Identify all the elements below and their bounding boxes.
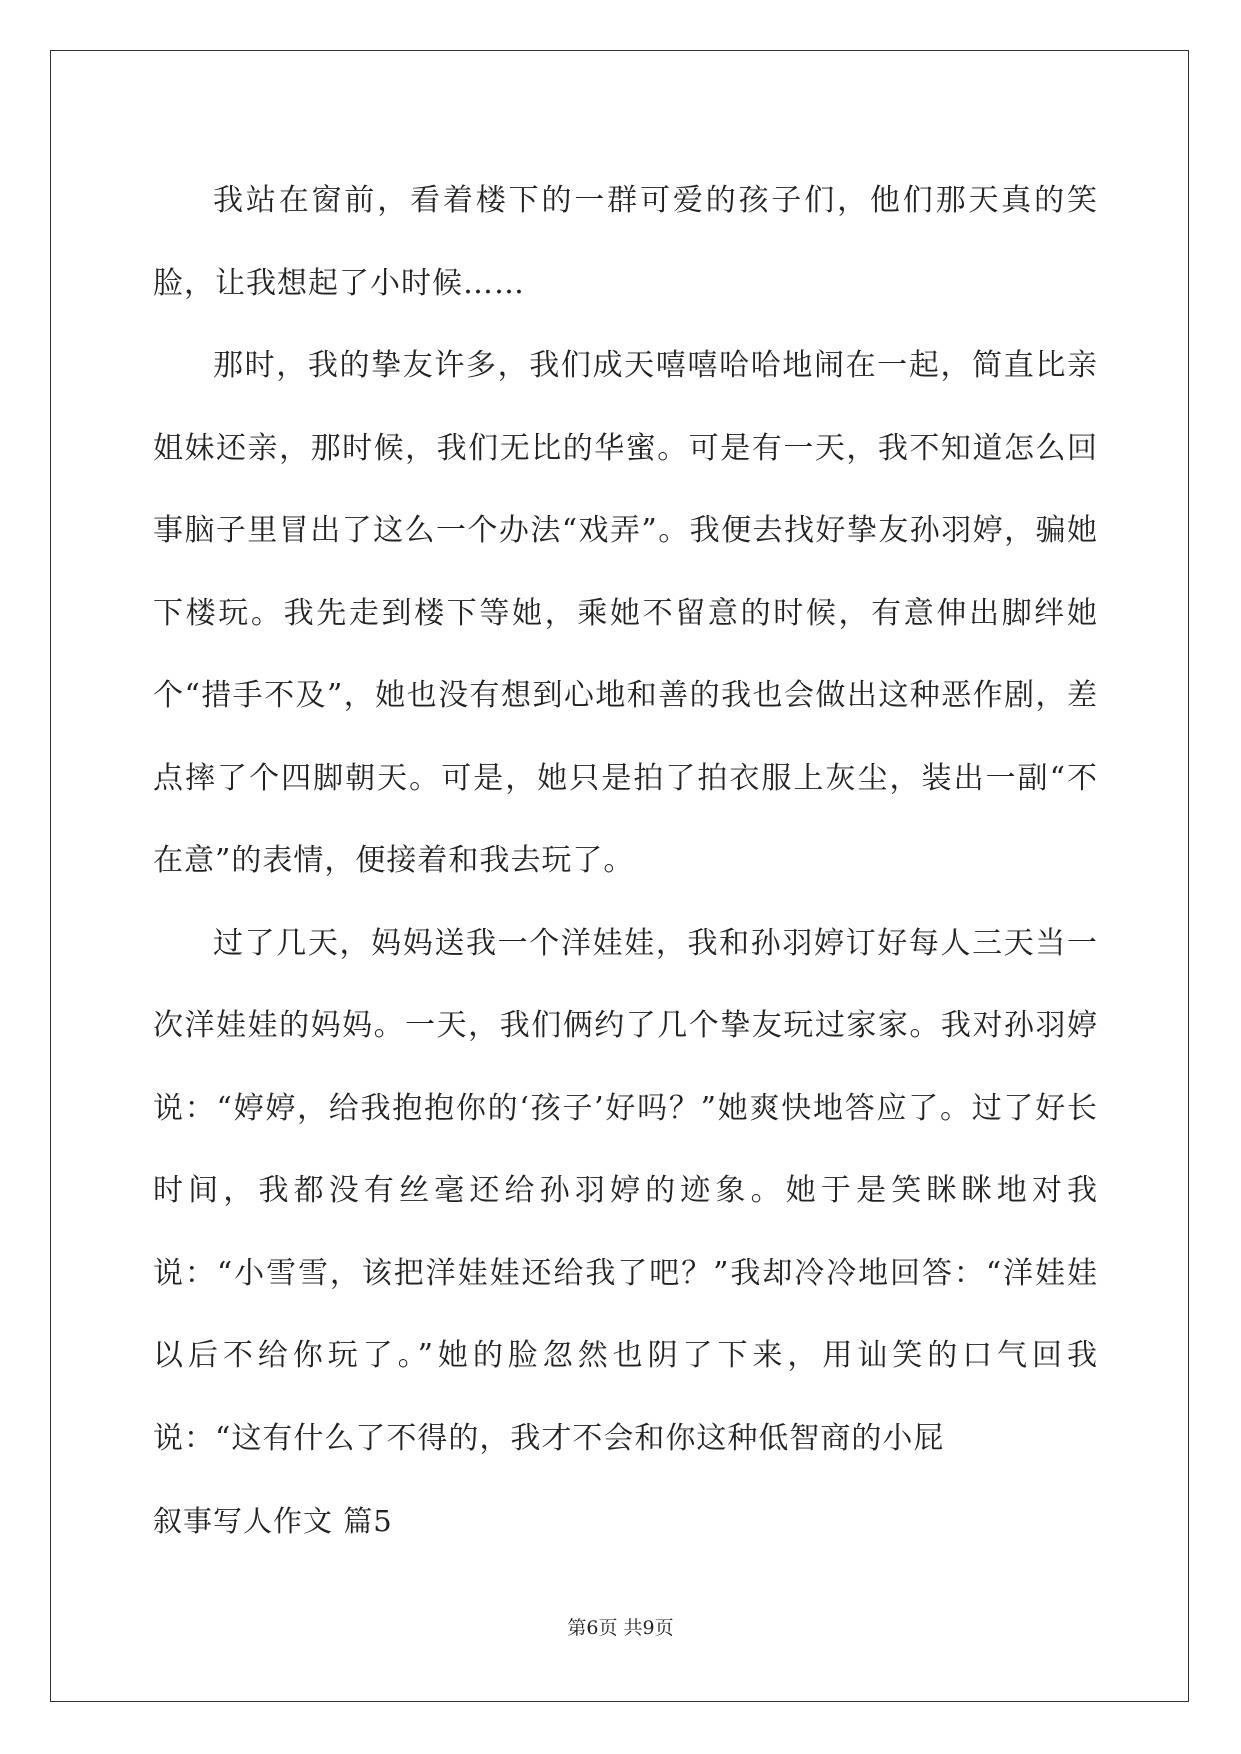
footer-page-suffix: 页: [654, 1617, 674, 1639]
footer-page-prefix: 第: [567, 1617, 587, 1639]
document-body: [153, 160, 1098, 1563]
section-title: 叙事写人作文 篇5: [153, 1504, 393, 1538]
paragraph-3: 过了几天，妈妈送我一个洋娃娃，我和孙羽婷订好每人三天当一次洋娃娃的妈妈。一天，我们俩约了几个挚友玩过家家。我对孙羽婷说：“婷婷，给我抱抱你的‘孩子’好吗？”她爽快地答应了。过了好长时间，我都没有丝毫还给孙羽婷的迹象。她于是笑眯眯地对我说：“小雪雪，该把洋娃娃还给我了吧？”我却冷冷地回答：“洋娃娃以后不给你玩了。”她的脸忽然也阴了下来，用讪笑的口气回我说：“这有什么了不得的，我才不会和你这种低智商的小屁: [153, 925, 1098, 1456]
footer-page-mid: 页 共: [598, 1617, 643, 1639]
footer-total-pages: 9: [642, 1617, 655, 1639]
footer-current-page: 6: [586, 1617, 599, 1639]
paragraph-1: 我站在窗前，看着楼下的一群可爱的孩子们，他们那天真的笑脸，让我想起了小时候……: [153, 183, 1098, 301]
page-footer: [0, 1613, 1241, 1640]
paragraph-2: 那时，我的挚友许多，我们成天嘻嘻哈哈地闹在一起，简直比亲姐妹还亲，那时候，我们无比的华蜜。可是有一天，我不知道怎么回事脑子里冒出了这么一个办法“戏弄”。我便去找好挚友孙羽婷，骗她下楼玩。我先走到楼下等她，乘她不留意的时候，有意伸出脚绊她个“措手不及”，她也没有想到心地和善的我也会做出这种恶作剧，差点摔了个四脚朝天。可是，她只是拍了拍衣服上灰尘，装出一副“不在意”的表情，便接着和我去玩了。: [153, 348, 1098, 878]
